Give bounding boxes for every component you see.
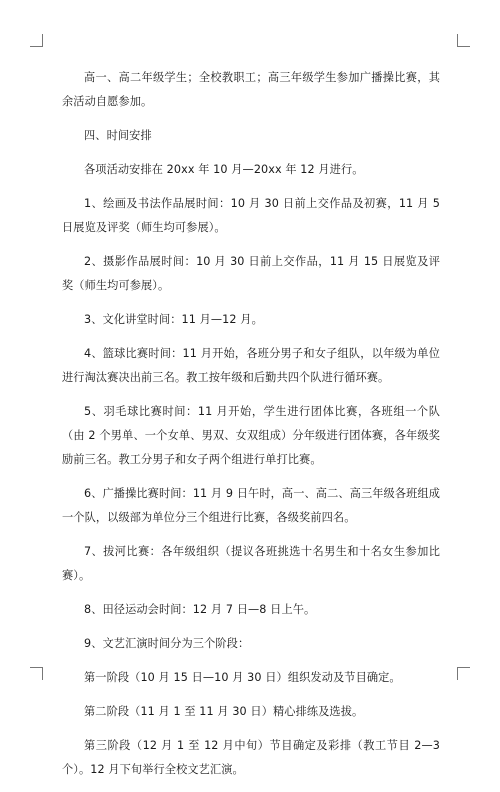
paragraph-item-1: 1、绘画及书法作品展时间：10 月 30 日前上交作品及初赛，11 月 5 日展览及评奖（师生均可参展）。 [62, 197, 440, 234]
paragraph-item-9: 9、文艺汇演时间分为三个阶段： [84, 637, 250, 650]
paragraph-item-8: 8、田径运动会时间：12 月 7 日—8 日上午。 [84, 603, 316, 616]
corner-mark-top-left [30, 34, 43, 47]
corner-mark-bottom-left [30, 667, 43, 680]
paragraph-participants: 高一、高二年级学生；全校教职工；高三年级学生参加广播操比赛，其余活动自愿参加。 [62, 71, 440, 108]
paragraph-item-7: 7、拔河比赛：各年级组织（提议各班挑选十名男生和十名女生参加比赛）。 [62, 545, 440, 582]
paragraph-overall-period: 各项活动安排在 20xx 年 10 月—20xx 年 12 月进行。 [84, 163, 364, 176]
section-heading-schedule: 四、时间安排 [84, 129, 152, 142]
paragraph-stage-1: 第一阶段（10 月 15 日—10 月 30 日）组织发动及节目确定。 [84, 671, 401, 684]
paragraph-item-3: 3、文化讲堂时间：11 月—12 月。 [84, 313, 263, 326]
paragraph-item-5: 5、羽毛球比赛时间：11 月开始，学生进行团体比赛，各班组一个队（由 2 个男单、一个女单、男双、女双组成）分年级进行团体赛，各年级奖励前三名。教工分男子和女子两个组进行单打比赛。 [62, 405, 440, 466]
paragraph-stage-3: 第三阶段（12 月 1 至 12 月中旬）节目确定及彩排（教工节目 2—3 个）。12 月下旬举行全校文艺汇演。 [62, 739, 440, 776]
paragraph-item-6: 6、广播操比赛时间：11 月 9 日午时，高一、高二、高三年级各班组成一个队，以级部为单位分三个组进行比赛，各级奖前四名。 [62, 487, 440, 524]
paragraph-item-4: 4、篮球比赛时间：11 月开始，各班分男子和女子组队，以年级为单位进行淘汰赛决出前三名。教工按年级和后勤共四个队进行循环赛。 [62, 347, 440, 384]
paragraph-item-2: 2、摄影作品展时间：10 月 30 日前上交作品，11 月 15 日展览及评奖（师生均可参展）。 [62, 255, 440, 292]
paragraph-stage-2: 第二阶段（11 月 1 至 11 月 30 日）精心排练及选拔。 [84, 705, 364, 718]
document-body [62, 66, 440, 792]
corner-mark-bottom-right [457, 667, 470, 680]
corner-mark-top-right [457, 34, 470, 47]
